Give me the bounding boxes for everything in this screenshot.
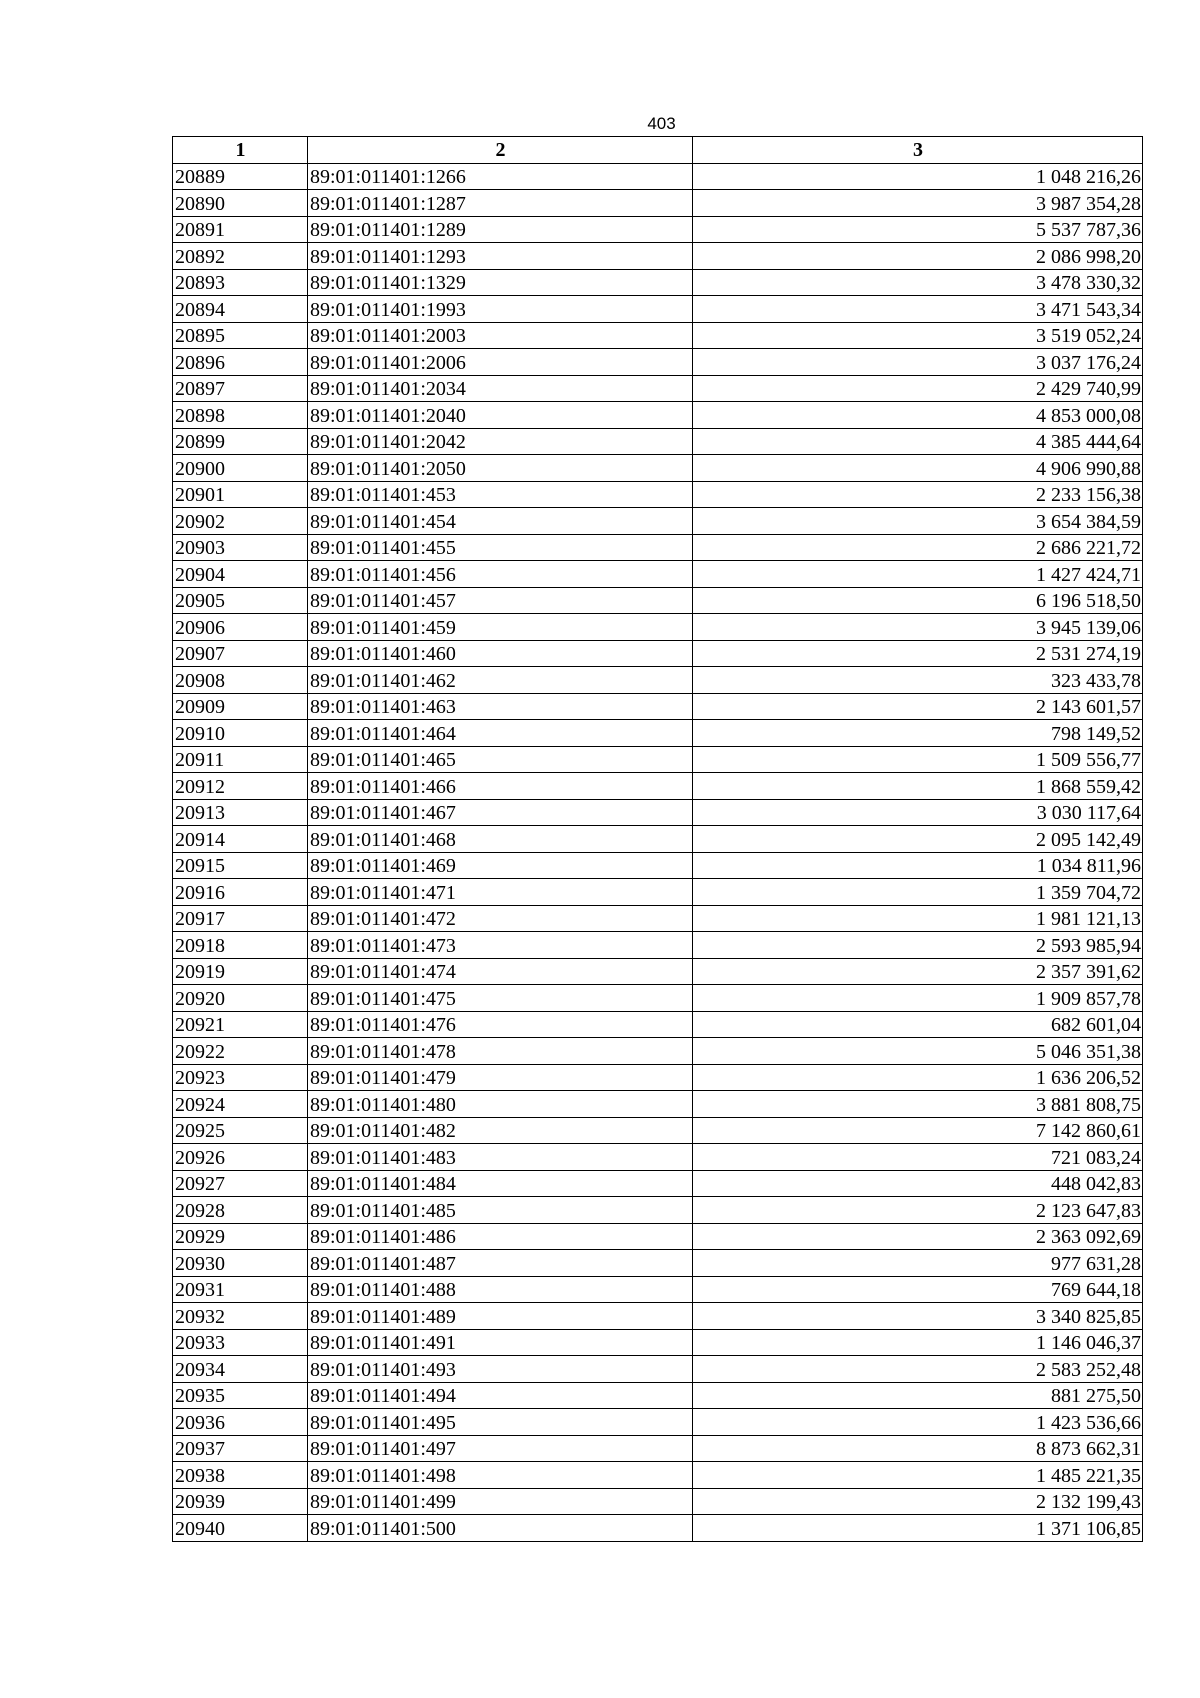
row-number-cell: 20907 [173, 640, 308, 667]
cadastral-value-cell: 448 042,83 [693, 1170, 1143, 1197]
row-number-cell: 20908 [173, 667, 308, 694]
cadastral-number-cell: 89:01:011401:465 [308, 746, 693, 773]
table-row [173, 1117, 1143, 1144]
cadastral-number-cell: 89:01:011401:2003 [308, 322, 693, 349]
cadastral-value-cell: 881 275,50 [693, 1382, 1143, 1409]
cadastral-value-cell: 3 478 330,32 [693, 269, 1143, 296]
table-row [173, 852, 1143, 879]
row-number-cell: 20910 [173, 720, 308, 747]
table-row [173, 932, 1143, 959]
row-number-cell: 20931 [173, 1276, 308, 1303]
cadastral-value-cell: 5 537 787,36 [693, 216, 1143, 243]
cadastral-value-cell: 3 519 052,24 [693, 322, 1143, 349]
row-number-cell: 20919 [173, 958, 308, 985]
cadastral-number-cell: 89:01:011401:2042 [308, 428, 693, 455]
cadastral-value-cell: 1 146 046,37 [693, 1329, 1143, 1356]
table-row [173, 1409, 1143, 1436]
cadastral-number-cell: 89:01:011401:1287 [308, 190, 693, 217]
table-row [173, 508, 1143, 535]
cadastral-value-cell: 3 030 117,64 [693, 799, 1143, 826]
cadastral-number-cell: 89:01:011401:489 [308, 1303, 693, 1330]
table-row [173, 296, 1143, 323]
cadastral-number-cell: 89:01:011401:482 [308, 1117, 693, 1144]
row-number-cell: 20927 [173, 1170, 308, 1197]
row-number-cell: 20892 [173, 243, 308, 270]
table-row [173, 322, 1143, 349]
cadastral-value-cell: 1 427 424,71 [693, 561, 1143, 588]
cadastral-value-table [172, 136, 1143, 1542]
table-row [173, 799, 1143, 826]
table-row [173, 1197, 1143, 1224]
cadastral-value-cell: 1 423 536,66 [693, 1409, 1143, 1436]
cadastral-number-cell: 89:01:011401:453 [308, 481, 693, 508]
cadastral-number-cell: 89:01:011401:500 [308, 1515, 693, 1542]
row-number-cell: 20894 [173, 296, 308, 323]
cadastral-value-cell: 769 644,18 [693, 1276, 1143, 1303]
table-row [173, 455, 1143, 482]
table-row [173, 243, 1143, 270]
row-number-cell: 20939 [173, 1488, 308, 1515]
cadastral-number-cell: 89:01:011401:1266 [308, 163, 693, 190]
row-number-cell: 20895 [173, 322, 308, 349]
row-number-cell: 20905 [173, 587, 308, 614]
row-number-cell: 20925 [173, 1117, 308, 1144]
cadastral-value-cell: 2 233 156,38 [693, 481, 1143, 508]
row-number-cell: 20896 [173, 349, 308, 376]
row-number-cell: 20915 [173, 852, 308, 879]
table-row [173, 1250, 1143, 1277]
cadastral-number-cell: 89:01:011401:483 [308, 1144, 693, 1171]
row-number-cell: 20935 [173, 1382, 308, 1409]
table-row [173, 1515, 1143, 1542]
cadastral-number-cell: 89:01:011401:472 [308, 905, 693, 932]
cadastral-number-cell: 89:01:011401:491 [308, 1329, 693, 1356]
cadastral-number-cell: 89:01:011401:1289 [308, 216, 693, 243]
row-number-cell: 20902 [173, 508, 308, 535]
table-row [173, 481, 1143, 508]
cadastral-number-cell: 89:01:011401:487 [308, 1250, 693, 1277]
table-row [173, 1091, 1143, 1118]
cadastral-number-cell: 89:01:011401:495 [308, 1409, 693, 1436]
cadastral-number-cell: 89:01:011401:2050 [308, 455, 693, 482]
cadastral-value-cell: 8 873 662,31 [693, 1435, 1143, 1462]
table-row [173, 640, 1143, 667]
cadastral-value-cell: 4 853 000,08 [693, 402, 1143, 429]
cadastral-value-cell: 2 132 199,43 [693, 1488, 1143, 1515]
table-row [173, 561, 1143, 588]
table-row [173, 905, 1143, 932]
cadastral-value-cell: 1 981 121,13 [693, 905, 1143, 932]
table-row [173, 879, 1143, 906]
cadastral-number-cell: 89:01:011401:494 [308, 1382, 693, 1409]
table-row [173, 746, 1143, 773]
row-number-cell: 20909 [173, 693, 308, 720]
cadastral-number-cell: 89:01:011401:454 [308, 508, 693, 535]
table-row [173, 428, 1143, 455]
row-number-cell: 20922 [173, 1038, 308, 1065]
cadastral-number-cell: 89:01:011401:486 [308, 1223, 693, 1250]
cadastral-value-cell: 3 945 139,06 [693, 614, 1143, 641]
table-row [173, 1144, 1143, 1171]
row-number-cell: 20921 [173, 1011, 308, 1038]
cadastral-value-cell: 4 385 444,64 [693, 428, 1143, 455]
cadastral-value-cell: 2 143 601,57 [693, 693, 1143, 720]
row-number-cell: 20929 [173, 1223, 308, 1250]
cadastral-value-cell: 2 686 221,72 [693, 534, 1143, 561]
table-row [173, 1329, 1143, 1356]
row-number-cell: 20906 [173, 614, 308, 641]
row-number-cell: 20938 [173, 1462, 308, 1489]
table-row [173, 773, 1143, 800]
cadastral-number-cell: 89:01:011401:466 [308, 773, 693, 800]
cadastral-value-cell: 5 046 351,38 [693, 1038, 1143, 1065]
cadastral-number-cell: 89:01:011401:498 [308, 1462, 693, 1489]
table-row [173, 1435, 1143, 1462]
cadastral-number-cell: 89:01:011401:467 [308, 799, 693, 826]
cadastral-number-cell: 89:01:011401:485 [308, 1197, 693, 1224]
row-number-cell: 20893 [173, 269, 308, 296]
cadastral-value-cell: 1 636 206,52 [693, 1064, 1143, 1091]
cadastral-value-cell: 2 583 252,48 [693, 1356, 1143, 1383]
cadastral-number-cell: 89:01:011401:499 [308, 1488, 693, 1515]
cadastral-number-cell: 89:01:011401:475 [308, 985, 693, 1012]
cadastral-value-cell: 682 601,04 [693, 1011, 1143, 1038]
cadastral-number-cell: 89:01:011401:471 [308, 879, 693, 906]
row-number-cell: 20932 [173, 1303, 308, 1330]
cadastral-value-cell: 1 868 559,42 [693, 773, 1143, 800]
cadastral-number-cell: 89:01:011401:463 [308, 693, 693, 720]
row-number-cell: 20917 [173, 905, 308, 932]
row-number-cell: 20899 [173, 428, 308, 455]
cadastral-value-cell: 2 429 740,99 [693, 375, 1143, 402]
cadastral-number-cell: 89:01:011401:480 [308, 1091, 693, 1118]
row-number-cell: 20920 [173, 985, 308, 1012]
row-number-cell: 20912 [173, 773, 308, 800]
cadastral-value-cell: 3 987 354,28 [693, 190, 1143, 217]
cadastral-value-cell: 3 654 384,59 [693, 508, 1143, 535]
cadastral-number-cell: 89:01:011401:484 [308, 1170, 693, 1197]
cadastral-number-cell: 89:01:011401:478 [308, 1038, 693, 1065]
cadastral-value-cell: 1 048 216,26 [693, 163, 1143, 190]
cadastral-value-cell: 2 363 092,69 [693, 1223, 1143, 1250]
cadastral-number-cell: 89:01:011401:2034 [308, 375, 693, 402]
cadastral-number-cell: 89:01:011401:455 [308, 534, 693, 561]
row-number-cell: 20913 [173, 799, 308, 826]
table-row [173, 1038, 1143, 1065]
row-number-cell: 20900 [173, 455, 308, 482]
cadastral-value-cell: 721 083,24 [693, 1144, 1143, 1171]
row-number-cell: 20937 [173, 1435, 308, 1462]
row-number-cell: 20924 [173, 1091, 308, 1118]
cadastral-value-cell: 323 433,78 [693, 667, 1143, 694]
table-row [173, 587, 1143, 614]
cadastral-number-cell: 89:01:011401:1329 [308, 269, 693, 296]
table-row [173, 826, 1143, 853]
cadastral-value-cell: 1 371 106,85 [693, 1515, 1143, 1542]
cadastral-number-cell: 89:01:011401:456 [308, 561, 693, 588]
cadastral-value-cell: 3 340 825,85 [693, 1303, 1143, 1330]
table-row [173, 349, 1143, 376]
cadastral-value-cell: 7 142 860,61 [693, 1117, 1143, 1144]
table-row [173, 1303, 1143, 1330]
table-row [173, 1462, 1143, 1489]
row-number-cell: 20923 [173, 1064, 308, 1091]
table-row [173, 534, 1143, 561]
table-row [173, 1356, 1143, 1383]
row-number-cell: 20903 [173, 534, 308, 561]
row-number-cell: 20901 [173, 481, 308, 508]
column-header-3: 3 [693, 137, 1143, 164]
row-number-cell: 20928 [173, 1197, 308, 1224]
table-row [173, 375, 1143, 402]
cadastral-value-cell: 2 095 142,49 [693, 826, 1143, 853]
cadastral-number-cell: 89:01:011401:493 [308, 1356, 693, 1383]
cadastral-number-cell: 89:01:011401:468 [308, 826, 693, 853]
row-number-cell: 20904 [173, 561, 308, 588]
table-row [173, 1011, 1143, 1038]
table-row [173, 1064, 1143, 1091]
cadastral-number-cell: 89:01:011401:473 [308, 932, 693, 959]
page-number: 403 [647, 114, 676, 133]
table-body [173, 163, 1143, 1541]
row-number-cell: 20940 [173, 1515, 308, 1542]
row-number-cell: 20918 [173, 932, 308, 959]
table-row [173, 614, 1143, 641]
table-row [173, 269, 1143, 296]
table-row [173, 720, 1143, 747]
row-number-cell: 20891 [173, 216, 308, 243]
column-header-1: 1 [173, 137, 308, 164]
cadastral-value-cell: 2 086 998,20 [693, 243, 1143, 270]
table-row [173, 958, 1143, 985]
row-number-cell: 20936 [173, 1409, 308, 1436]
table-row [173, 216, 1143, 243]
table-row [173, 667, 1143, 694]
cadastral-number-cell: 89:01:011401:1993 [308, 296, 693, 323]
cadastral-number-cell: 89:01:011401:459 [308, 614, 693, 641]
row-number-cell: 20930 [173, 1250, 308, 1277]
cadastral-number-cell: 89:01:011401:457 [308, 587, 693, 614]
cadastral-value-cell: 2 123 647,83 [693, 1197, 1143, 1224]
cadastral-value-cell: 2 531 274,19 [693, 640, 1143, 667]
row-number-cell: 20914 [173, 826, 308, 853]
cadastral-value-cell: 1 909 857,78 [693, 985, 1143, 1012]
table-row [173, 693, 1143, 720]
table-row [173, 1170, 1143, 1197]
cadastral-number-cell: 89:01:011401:460 [308, 640, 693, 667]
cadastral-value-cell: 4 906 990,88 [693, 455, 1143, 482]
cadastral-number-cell: 89:01:011401:479 [308, 1064, 693, 1091]
cadastral-value-cell: 3 881 808,75 [693, 1091, 1143, 1118]
cadastral-value-cell: 1 485 221,35 [693, 1462, 1143, 1489]
row-number-cell: 20889 [173, 163, 308, 190]
cadastral-value-cell: 6 196 518,50 [693, 587, 1143, 614]
row-number-cell: 20897 [173, 375, 308, 402]
row-number-cell: 20926 [173, 1144, 308, 1171]
cadastral-number-cell: 89:01:011401:464 [308, 720, 693, 747]
cadastral-number-cell: 89:01:011401:469 [308, 852, 693, 879]
cadastral-value-cell: 1 034 811,96 [693, 852, 1143, 879]
cadastral-value-cell: 977 631,28 [693, 1250, 1143, 1277]
cadastral-number-cell: 89:01:011401:462 [308, 667, 693, 694]
row-number-cell: 20911 [173, 746, 308, 773]
cadastral-number-cell: 89:01:011401:1293 [308, 243, 693, 270]
table-row [173, 1276, 1143, 1303]
cadastral-number-cell: 89:01:011401:474 [308, 958, 693, 985]
table-row [173, 1223, 1143, 1250]
table-row [173, 163, 1143, 190]
cadastral-number-cell: 89:01:011401:488 [308, 1276, 693, 1303]
table-row [173, 402, 1143, 429]
cadastral-value-cell: 3 037 176,24 [693, 349, 1143, 376]
cadastral-value-cell: 2 357 391,62 [693, 958, 1143, 985]
row-number-cell: 20890 [173, 190, 308, 217]
cadastral-number-cell: 89:01:011401:497 [308, 1435, 693, 1462]
cadastral-number-cell: 89:01:011401:2040 [308, 402, 693, 429]
table-row [173, 985, 1143, 1012]
cadastral-value-cell: 798 149,52 [693, 720, 1143, 747]
cadastral-value-cell: 1 509 556,77 [693, 746, 1143, 773]
cadastral-number-cell: 89:01:011401:476 [308, 1011, 693, 1038]
row-number-cell: 20933 [173, 1329, 308, 1356]
table-row [173, 190, 1143, 217]
row-number-cell: 20934 [173, 1356, 308, 1383]
table-row [173, 1488, 1143, 1515]
row-number-cell: 20898 [173, 402, 308, 429]
row-number-cell: 20916 [173, 879, 308, 906]
cadastral-value-cell: 3 471 543,34 [693, 296, 1143, 323]
column-header-2: 2 [308, 137, 693, 164]
cadastral-value-cell: 1 359 704,72 [693, 879, 1143, 906]
cadastral-value-cell: 2 593 985,94 [693, 932, 1143, 959]
table-header-row [173, 137, 1143, 164]
table-row [173, 1382, 1143, 1409]
cadastral-number-cell: 89:01:011401:2006 [308, 349, 693, 376]
